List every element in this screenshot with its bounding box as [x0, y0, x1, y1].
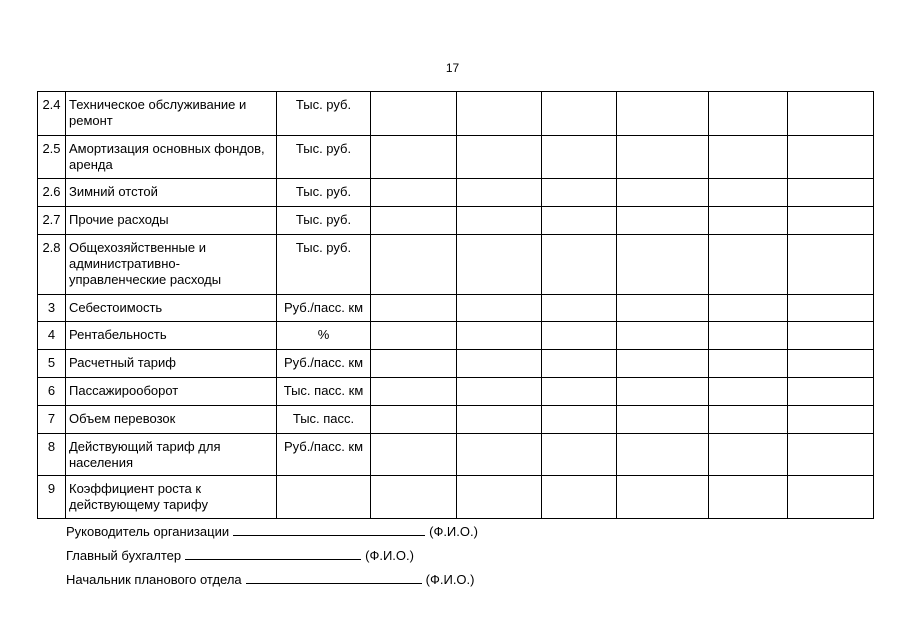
empty-cell — [371, 295, 457, 322]
row-number: 2.5 — [38, 136, 66, 179]
signature-blank — [246, 571, 422, 584]
empty-cell — [542, 378, 617, 406]
empty-cell — [617, 322, 709, 350]
empty-cell — [542, 434, 617, 476]
table-row — [38, 92, 874, 136]
empty-cell — [617, 179, 709, 207]
empty-cell — [788, 434, 874, 476]
table-row — [38, 406, 874, 434]
row-unit: Тыс. пасс. км — [277, 378, 371, 406]
empty-cell — [709, 235, 788, 295]
empty-cell — [788, 179, 874, 207]
table-row — [38, 476, 874, 519]
row-name: Себестоимость — [66, 295, 277, 322]
empty-cell — [709, 295, 788, 322]
page-number: 17 — [445, 61, 460, 75]
empty-cell — [371, 136, 457, 179]
empty-cell — [542, 179, 617, 207]
empty-cell — [709, 378, 788, 406]
row-name: Объем перевозок — [66, 406, 277, 434]
empty-cell — [617, 350, 709, 378]
empty-cell — [788, 235, 874, 295]
empty-cell — [709, 136, 788, 179]
empty-cell — [457, 179, 542, 207]
signature-role: Начальник планового отдела — [66, 572, 242, 587]
row-unit: Руб./пасс. км — [277, 434, 371, 476]
row-number: 6 — [38, 378, 66, 406]
row-name: Пассажирооборот — [66, 378, 277, 406]
empty-cell — [457, 434, 542, 476]
row-unit: Тыс. руб. — [277, 207, 371, 235]
row-number: 2.4 — [38, 92, 66, 136]
empty-cell — [371, 350, 457, 378]
empty-cell — [617, 295, 709, 322]
row-number: 9 — [38, 476, 66, 519]
table-row — [38, 179, 874, 207]
table-row — [38, 322, 874, 350]
table-row — [38, 350, 874, 378]
empty-cell — [542, 322, 617, 350]
empty-cell — [709, 92, 788, 136]
row-unit: Тыс. руб. — [277, 179, 371, 207]
tariff-calculation-table — [37, 91, 874, 519]
table-row — [38, 295, 874, 322]
empty-cell — [617, 378, 709, 406]
empty-cell — [457, 406, 542, 434]
row-name: Коэффициент роста к действующему тарифу — [66, 476, 277, 519]
table-row — [38, 207, 874, 235]
empty-cell — [457, 350, 542, 378]
row-number: 7 — [38, 406, 66, 434]
row-name: Общехозяйственные и административно-управленческие расходы — [66, 235, 277, 295]
empty-cell — [788, 322, 874, 350]
empty-cell — [371, 179, 457, 207]
row-name: Действующий тариф для населения — [66, 434, 277, 476]
row-name: Расчетный тариф — [66, 350, 277, 378]
row-unit: Тыс. руб. — [277, 92, 371, 136]
row-number: 2.8 — [38, 235, 66, 295]
empty-cell — [542, 92, 617, 136]
empty-cell — [371, 92, 457, 136]
empty-cell — [709, 207, 788, 235]
empty-cell — [542, 406, 617, 434]
empty-cell — [788, 378, 874, 406]
signature-line-director — [66, 523, 478, 547]
empty-cell — [371, 322, 457, 350]
row-number: 2.6 — [38, 179, 66, 207]
empty-cell — [457, 378, 542, 406]
row-name: Техническое обслуживание и ремонт — [66, 92, 277, 136]
signature-blank — [185, 547, 361, 560]
row-name: Амортизация основных фондов, аренда — [66, 136, 277, 179]
empty-cell — [457, 476, 542, 519]
empty-cell — [617, 136, 709, 179]
row-unit — [277, 476, 371, 519]
empty-cell — [617, 476, 709, 519]
row-name: Рентабельность — [66, 322, 277, 350]
empty-cell — [542, 295, 617, 322]
empty-cell — [709, 350, 788, 378]
empty-cell — [709, 476, 788, 519]
empty-cell — [709, 406, 788, 434]
row-unit: Руб./пасс. км — [277, 295, 371, 322]
table-row — [38, 434, 874, 476]
empty-cell — [457, 322, 542, 350]
signature-suffix: (Ф.И.О.) — [425, 572, 475, 587]
empty-cell — [457, 235, 542, 295]
row-unit: Руб./пасс. км — [277, 350, 371, 378]
empty-cell — [542, 350, 617, 378]
empty-cell — [617, 406, 709, 434]
empty-cell — [371, 406, 457, 434]
empty-cell — [788, 295, 874, 322]
empty-cell — [371, 207, 457, 235]
empty-cell — [617, 434, 709, 476]
empty-cell — [542, 235, 617, 295]
signature-suffix: (Ф.И.О.) — [429, 524, 478, 539]
table-row — [38, 235, 874, 295]
signature-role: Руководитель организации — [66, 524, 230, 539]
row-name: Прочие расходы — [66, 207, 277, 235]
row-number: 5 — [38, 350, 66, 378]
empty-cell — [457, 207, 542, 235]
table-row — [38, 378, 874, 406]
empty-cell — [457, 136, 542, 179]
signature-line-chief-accountant — [66, 547, 478, 571]
empty-cell — [788, 406, 874, 434]
empty-cell — [709, 322, 788, 350]
empty-cell — [788, 207, 874, 235]
row-number: 4 — [38, 322, 66, 350]
signature-role: Главный бухгалтер — [66, 548, 182, 563]
empty-cell — [542, 136, 617, 179]
empty-cell — [542, 476, 617, 519]
row-number: 8 — [38, 434, 66, 476]
empty-cell — [542, 207, 617, 235]
empty-cell — [371, 476, 457, 519]
empty-cell — [788, 350, 874, 378]
empty-cell — [617, 235, 709, 295]
row-unit: Тыс. пасс. — [277, 406, 371, 434]
row-number: 2.7 — [38, 207, 66, 235]
empty-cell — [371, 434, 457, 476]
empty-cell — [617, 92, 709, 136]
signature-line-planning-head — [66, 571, 478, 595]
row-number: 3 — [38, 295, 66, 322]
row-unit: Тыс. руб. — [277, 235, 371, 295]
row-name: Зимний отстой — [66, 179, 277, 207]
empty-cell — [709, 179, 788, 207]
row-unit: Тыс. руб. — [277, 136, 371, 179]
table-row — [38, 136, 874, 179]
empty-cell — [617, 207, 709, 235]
empty-cell — [788, 476, 874, 519]
empty-cell — [371, 378, 457, 406]
empty-cell — [788, 136, 874, 179]
empty-cell — [788, 92, 874, 136]
empty-cell — [371, 235, 457, 295]
signature-blank — [233, 523, 425, 536]
signature-suffix: (Ф.И.О.) — [365, 548, 414, 563]
empty-cell — [457, 92, 542, 136]
empty-cell — [457, 295, 542, 322]
row-unit: % — [277, 322, 371, 350]
empty-cell — [709, 434, 788, 476]
signature-block — [66, 523, 478, 595]
